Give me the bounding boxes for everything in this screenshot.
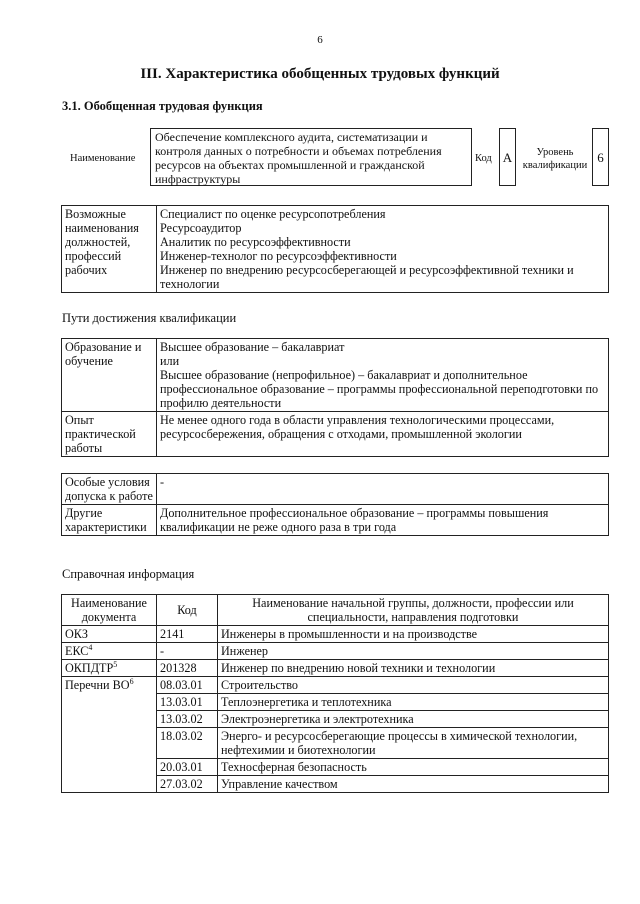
ref-header-doc: Наименование документа	[62, 595, 157, 626]
ref-doc: ЕКС$^4$	[62, 643, 157, 660]
position-item: Специалист по оценке ресурсопотребления	[160, 207, 386, 221]
education-line: Высшее образование – бакалавриат	[160, 340, 345, 354]
table-row	[62, 660, 609, 677]
ref-code: 201328	[157, 660, 218, 677]
reference-title: Справочная информация	[62, 567, 195, 581]
ref-doc: ОКПДТР$^5$	[62, 660, 157, 677]
positions-table	[61, 205, 609, 293]
special-value: -	[157, 474, 609, 505]
other-label: Другие характеристики	[62, 505, 157, 536]
ref-code: 27.03.02	[157, 776, 218, 793]
ref-code: 13.03.01	[157, 694, 218, 711]
reference-table	[61, 594, 609, 793]
positions-label: Возможные наименования должностей, профессий рабочих	[62, 206, 157, 293]
page-number: 6	[317, 34, 323, 46]
position-item: Инженер-технолог по ресурсоэффективности	[160, 249, 397, 263]
ref-name: Инженер	[218, 643, 609, 660]
ref-name: Энерго- и ресурсосберегающие процессы в химической технологии, нефтехимии и биотехнологии	[218, 728, 609, 759]
otf-code-label: Код	[475, 153, 492, 164]
otf-code-value: A	[499, 128, 516, 186]
ref-header-code: Код	[157, 595, 218, 626]
position-item: Аналитик по ресурсоэффективности	[160, 235, 351, 249]
page-title: III. Характеристика обобщенных трудовых функций	[140, 66, 500, 82]
ref-name: Инженеры в промышленности и на производстве	[218, 626, 609, 643]
ref-doc: ОКЗ	[62, 626, 157, 643]
education-line: или	[160, 354, 180, 368]
ref-code: 13.03.02	[157, 711, 218, 728]
ref-code: 2141	[157, 626, 218, 643]
otf-name-value: Обеспечение комплексного аудита, систематизации и контроля данных о потребности и объемах потребления ресурсов на объектах промышленной и гражданской инфраструктуры	[150, 128, 472, 186]
table-row	[62, 677, 609, 694]
position-item: Ресурсоаудитор	[160, 221, 242, 235]
otf-level-value: 6	[592, 128, 609, 186]
education-table	[61, 338, 609, 457]
table-row	[62, 626, 609, 643]
ref-name: Инженер по внедрению новой техники и технологии	[218, 660, 609, 677]
ref-code: 18.03.02	[157, 728, 218, 759]
otf-name-label: Наименование	[70, 153, 136, 164]
ref-name: Управление качеством	[218, 776, 609, 793]
ref-code: 08.03.01	[157, 677, 218, 694]
education-label: Образование и обучение	[62, 339, 157, 412]
ref-code: -	[157, 643, 218, 660]
education-line: Высшее образование (непрофильное) – бакалавриат и дополнительное профессиональное образование – программы профессиональной переподготовки по профилю деятельности	[160, 368, 599, 410]
special-label: Особые условия допуска к работе	[62, 474, 157, 505]
otf-level-label: Уровень квалификации	[522, 147, 588, 171]
ref-name: Теплоэнергетика и теплотехника	[218, 694, 609, 711]
positions-list	[157, 206, 609, 293]
table-row	[62, 643, 609, 660]
ref-doc: Перечни $ВО^6$	[62, 677, 157, 793]
ref-code: 20.03.01	[157, 759, 218, 776]
ref-name: Электроэнергетика и электротехника	[218, 711, 609, 728]
education-value	[157, 339, 609, 412]
ref-name: Техносферная безопасность	[218, 759, 609, 776]
ref-name: Строительство	[218, 677, 609, 694]
ref-header-name: Наименование начальной группы, должности, профессии или специальности, направления подготовки	[218, 595, 609, 626]
section-title: 3.1. Обобщенная трудовая функция	[62, 99, 263, 113]
other-value: Дополнительное профессиональное образование – программы повышения квалификации не реже одного раза в три года	[157, 505, 609, 536]
experience-value: Не менее одного года в области управления технологическими процессами, ресурсосбережения, обращения с отходами, промышленной экологии	[157, 412, 609, 457]
experience-label: Опыт практической работы	[62, 412, 157, 457]
position-item: Инженер по внедрению ресурсосберегающей и ресурсоэффективной техники и технологии	[160, 263, 574, 291]
conditions-table	[61, 473, 609, 536]
paths-title: Пути достижения квалификации	[62, 311, 237, 325]
